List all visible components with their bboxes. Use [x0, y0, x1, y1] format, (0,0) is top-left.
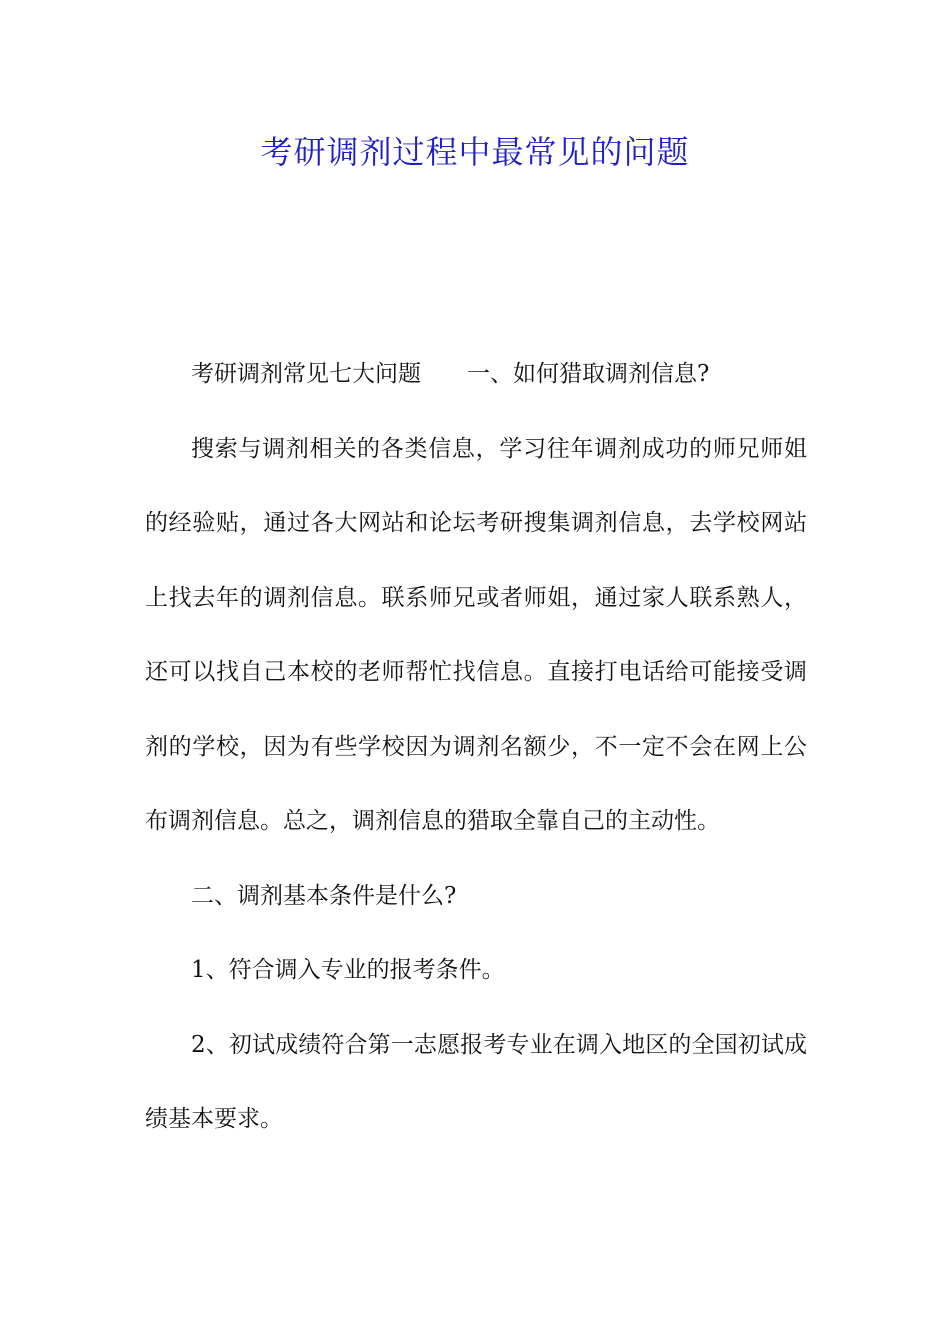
condition-item-1: 1、符合调入专业的报考条件。 [191, 957, 505, 983]
document-title: 考研调剂过程中最常见的问题 [260, 133, 690, 171]
section-two-heading: 二、调剂基本条件是什么? [191, 882, 457, 909]
section-one-heading: 一、如何猎取调剂信息? [467, 361, 710, 387]
condition-item-2: 2、初试成绩符合第一志愿报考专业在调入地区的全国初试成绩基本要求。 [145, 1031, 807, 1132]
paragraph-intro [145, 337, 807, 412]
paragraph-info-search: 搜索与调剂相关的各类信息，学习往年调剂成功的师兄师姐的经验贴，通过各大网站和论坛考研搜集调剂信息，去学校网站上找去年的调剂信息。联系师兄或者师姐，通过家人联系熟人，还可以找自己本校的老师帮忙找信息。直接打电话给可能接受调剂的学校，因为有些学校因为调剂名额少，不一定不会在网上公布调剂信息。总之，调剂信息的猎取全靠自己的主动性。 [145, 435, 807, 834]
intro-lead-text: 考研调剂常见七大问题 [191, 361, 421, 387]
document-body [145, 337, 807, 1157]
